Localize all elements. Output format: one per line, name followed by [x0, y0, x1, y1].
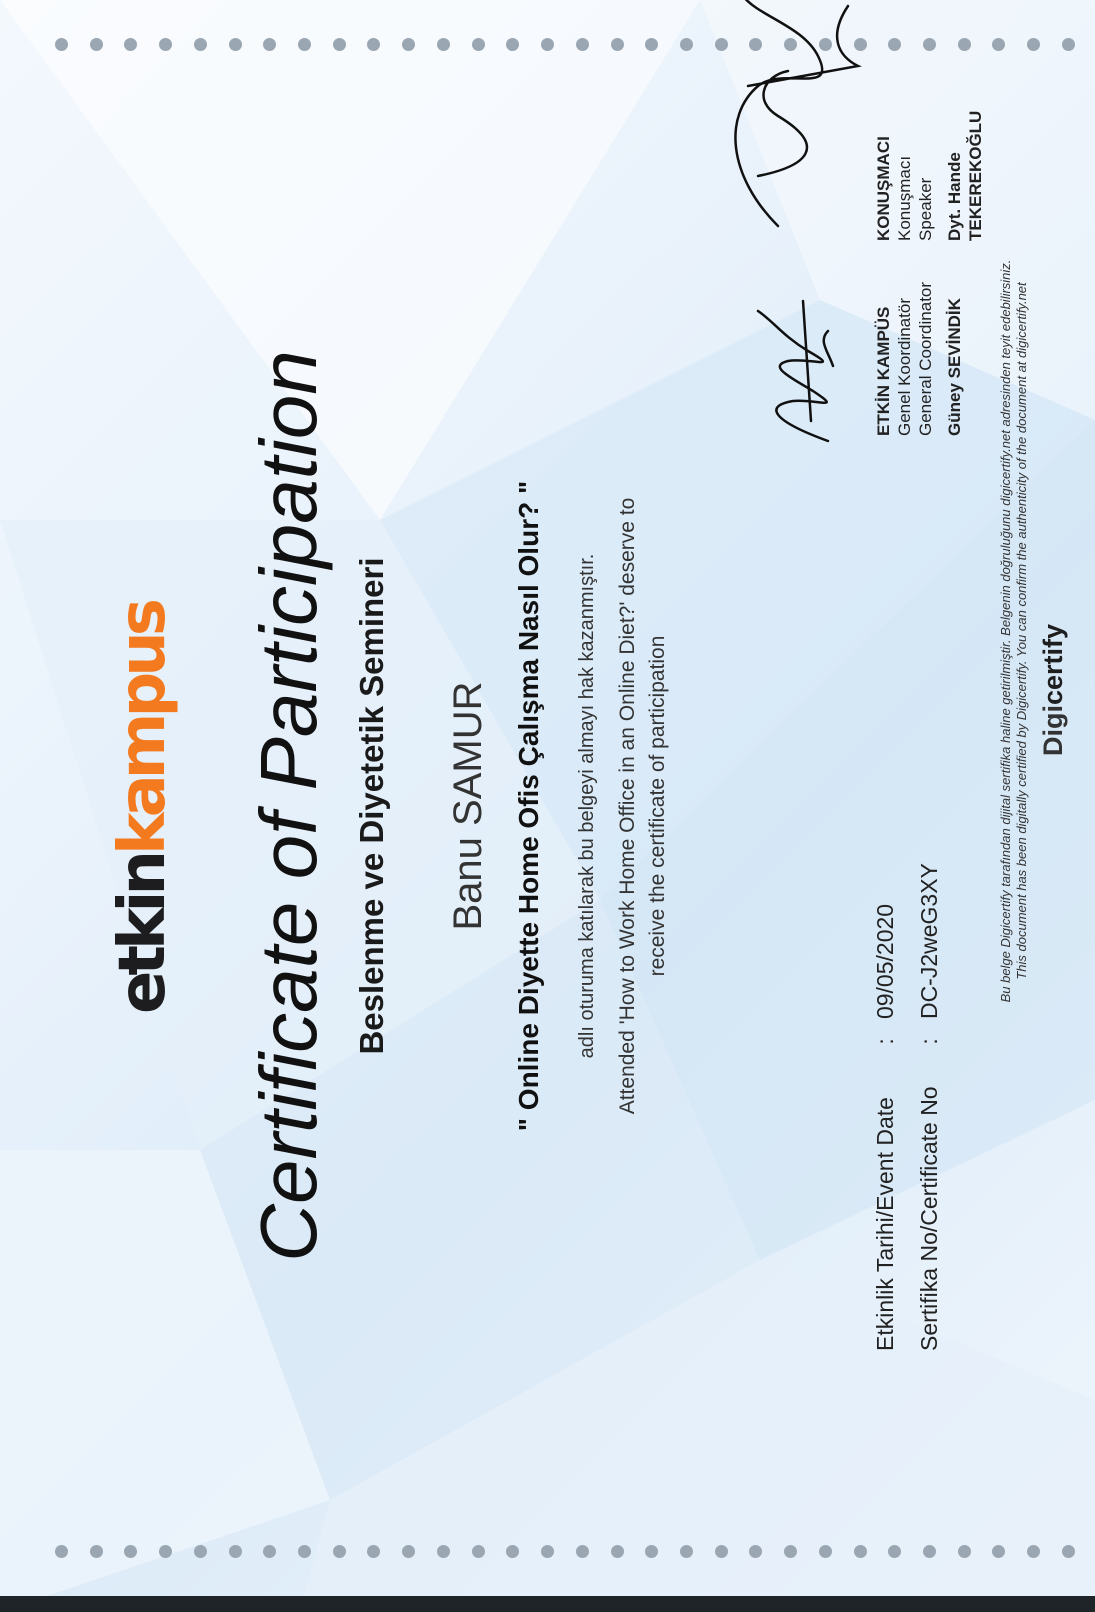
signatory-org: KONUŞMACI	[874, 136, 893, 241]
certificate-no-row	[907, 863, 951, 1351]
signatory-speaker	[873, 86, 986, 241]
signatory-role-tr: Genel Koordinatör	[895, 298, 914, 436]
english-statement: Attended 'How to Work Home Office in an Online Diet?' deserve to receive the certificate of participation	[616, 497, 669, 1115]
turkish-statement: adlı oturuma katılarak bu belgeyi almayı hak kazanmıştır.	[576, 553, 598, 1059]
dotted-border-bottom	[55, 1544, 1075, 1558]
signatory-role-tr: Konuşmacı	[895, 155, 914, 241]
signatory-org: ETKİN KAMPÜS	[874, 306, 893, 436]
digicertify-logo: Digicertify	[1038, 623, 1068, 756]
verification-note	[998, 191, 1030, 1071]
event-date-row	[863, 863, 907, 1351]
signatory-name: Güney SEVİNDİK	[945, 298, 964, 436]
certificate-content	[28, 86, 1068, 1526]
signatory-role-en: General Coordinator	[916, 281, 935, 436]
dotted-border-top	[55, 37, 1075, 51]
certificate-no-separator: :	[916, 1038, 942, 1045]
event-date-value: 09/05/2020	[872, 903, 898, 1020]
verification-note-tr: Bu belge Digicertify tarafından dijital sertifika haline getirilmiştir. Belgenin doğruluğunu digicertify.net adresinden teyit edebilirsiniz.	[998, 259, 1013, 1003]
signatory-coordinator	[873, 282, 965, 436]
event-date-separator: :	[872, 1038, 898, 1045]
certificate-no-label: Sertifika No/Certificate No	[916, 1086, 942, 1351]
verification-note-en: This document has been digitally certified by Digicertify. You can confirm the authenticity of the document at digicertify.net	[1014, 282, 1029, 980]
signature-right	[718, 0, 868, 236]
bottom-bar	[0, 1596, 1095, 1612]
recipient-name: Banu SAMUR	[446, 681, 490, 931]
event-date-label: Etkinlik Tarihi/Event Date	[872, 1097, 898, 1351]
certificate-info	[863, 863, 951, 1351]
etkin-kampus-logo: etkinkampus	[106, 603, 180, 1014]
session-title: " Online Diyette Home Ofis Çalışma Nasıl Olur? "	[513, 480, 544, 1132]
certificate-no-value: DC-J2weG3XY	[916, 863, 942, 1020]
signatory-role-en: Speaker	[916, 177, 935, 241]
certificate-title: Certificate of Participation	[244, 350, 333, 1262]
signature-left	[733, 291, 863, 461]
seminar-name: Beslenme ve Diyetetik Semineri	[353, 557, 390, 1055]
signatory-name: Dyt. Hande TEKEREKOĞLU	[945, 110, 985, 241]
